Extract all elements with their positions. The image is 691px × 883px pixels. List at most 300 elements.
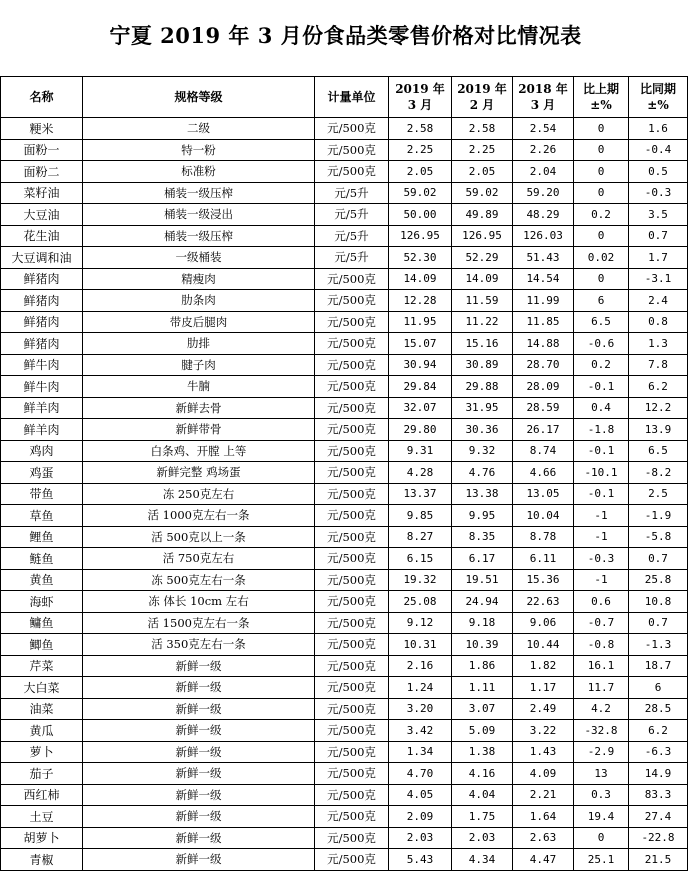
- feb-2019-cell: 2.03: [452, 827, 513, 849]
- mom-change-cell: 0: [574, 161, 629, 183]
- feb-2019-cell: 1.11: [452, 677, 513, 699]
- spec-cell: 新鲜一级: [83, 827, 315, 849]
- unit-cell: 元/500克: [315, 655, 389, 677]
- mar-2018-cell: 1.43: [513, 741, 574, 763]
- mom-change-cell: 13: [574, 763, 629, 785]
- feb-2019-cell: 1.75: [452, 806, 513, 828]
- yoy-change-cell: 21.5: [629, 849, 688, 871]
- yoy-change-cell: 0.5: [629, 161, 688, 183]
- feb-2019-cell: 2.25: [452, 139, 513, 161]
- mar-2019-cell: 11.95: [389, 311, 452, 333]
- mar-2019-cell: 3.20: [389, 698, 452, 720]
- yoy-change-cell: 3.5: [629, 204, 688, 226]
- feb-2019-cell: 9.95: [452, 505, 513, 527]
- feb-2019-cell: 1.38: [452, 741, 513, 763]
- unit-cell: 元/500克: [315, 483, 389, 505]
- yoy-change-cell: 2.4: [629, 290, 688, 312]
- name-cell: 黄鱼: [1, 569, 83, 591]
- spec-cell: 新鲜一级: [83, 849, 315, 871]
- unit-cell: 元/500克: [315, 741, 389, 763]
- mar-2018-cell: 2.54: [513, 118, 574, 140]
- mar-2018-cell: 14.54: [513, 268, 574, 290]
- unit-cell: 元/500克: [315, 677, 389, 699]
- mom-change-cell: 0: [574, 118, 629, 140]
- spec-cell: 桶装一级浸出: [83, 204, 315, 226]
- mar-2018-cell: 22.63: [513, 591, 574, 613]
- spec-cell: 桶装一级压榨: [83, 225, 315, 247]
- table-row: [1, 354, 688, 376]
- spec-cell: 新鲜一级: [83, 677, 315, 699]
- mom-change-cell: -1: [574, 505, 629, 527]
- spec-cell: 标准粉: [83, 161, 315, 183]
- mar-2019-cell: 6.15: [389, 548, 452, 570]
- table-row: [1, 290, 688, 312]
- feb-2019-cell: 11.59: [452, 290, 513, 312]
- feb-2019-cell: 3.07: [452, 698, 513, 720]
- table-row: [1, 462, 688, 484]
- feb-2019-cell: 4.34: [452, 849, 513, 871]
- yoy-change-cell: 14.9: [629, 763, 688, 785]
- unit-cell: 元/500克: [315, 290, 389, 312]
- yoy-change-cell: -5.8: [629, 526, 688, 548]
- feb-2019-cell: 5.09: [452, 720, 513, 742]
- spec-cell: 新鲜一级: [83, 741, 315, 763]
- name-cell: 面粉二: [1, 161, 83, 183]
- mom-change-cell: -2.9: [574, 741, 629, 763]
- mom-change-cell: -1.8: [574, 419, 629, 441]
- yoy-change-cell: 1.3: [629, 333, 688, 355]
- mom-change-cell: 16.1: [574, 655, 629, 677]
- spec-cell: 活 500克以上一条: [83, 526, 315, 548]
- unit-cell: 元/500克: [315, 634, 389, 656]
- mom-change-cell: 0.2: [574, 204, 629, 226]
- mom-change-cell: 0: [574, 827, 629, 849]
- feb-2019-cell: 11.22: [452, 311, 513, 333]
- name-cell: 芹菜: [1, 655, 83, 677]
- mar-2018-cell: 2.26: [513, 139, 574, 161]
- feb-2019-cell: 6.17: [452, 548, 513, 570]
- mom-change-cell: 0.6: [574, 591, 629, 613]
- mom-change-cell: -0.8: [574, 634, 629, 656]
- name-cell: 鲜羊肉: [1, 419, 83, 441]
- table-body: [1, 118, 688, 871]
- mar-2018-cell: 1.82: [513, 655, 574, 677]
- spec-cell: 活 350克左右一条: [83, 634, 315, 656]
- mar-2018-cell: 4.66: [513, 462, 574, 484]
- yoy-change-cell: -22.8: [629, 827, 688, 849]
- table-row: [1, 741, 688, 763]
- mar-2019-cell: 2.05: [389, 161, 452, 183]
- feb-2019-cell: 14.09: [452, 268, 513, 290]
- mom-change-cell: 0: [574, 182, 629, 204]
- mar-2018-cell: 4.47: [513, 849, 574, 871]
- name-cell: 鲜牛肉: [1, 376, 83, 398]
- mom-change-cell: 25.1: [574, 849, 629, 871]
- table-row: [1, 784, 688, 806]
- mar-2018-cell: 4.09: [513, 763, 574, 785]
- spec-cell: 腱子肉: [83, 354, 315, 376]
- mar-2018-cell: 2.49: [513, 698, 574, 720]
- mar-2019-cell: 126.95: [389, 225, 452, 247]
- mar-2019-cell: 2.25: [389, 139, 452, 161]
- header-mom-change: 比上期 ±%: [574, 77, 629, 118]
- mar-2019-cell: 1.24: [389, 677, 452, 699]
- yoy-change-cell: 0.7: [629, 548, 688, 570]
- spec-cell: 新鲜一级: [83, 763, 315, 785]
- table-header-row: [1, 77, 688, 118]
- yoy-change-cell: 1.7: [629, 247, 688, 269]
- unit-cell: 元/500克: [315, 268, 389, 290]
- table-row: [1, 483, 688, 505]
- mar-2019-cell: 4.28: [389, 462, 452, 484]
- yoy-change-cell: 28.5: [629, 698, 688, 720]
- spec-cell: 桶装一级压榨: [83, 182, 315, 204]
- table-row: [1, 655, 688, 677]
- name-cell: 胡萝卜: [1, 827, 83, 849]
- unit-cell: 元/500克: [315, 784, 389, 806]
- unit-cell: 元/500克: [315, 161, 389, 183]
- spec-cell: 白条鸡、开膛 上等: [83, 440, 315, 462]
- yoy-change-cell: -1.9: [629, 505, 688, 527]
- header-feb-2019: 2019 年 2 月: [452, 77, 513, 118]
- mom-change-cell: -0.6: [574, 333, 629, 355]
- yoy-change-cell: 1.6: [629, 118, 688, 140]
- unit-cell: 元/500克: [315, 462, 389, 484]
- mar-2018-cell: 10.44: [513, 634, 574, 656]
- table-row: [1, 806, 688, 828]
- mom-change-cell: 0: [574, 268, 629, 290]
- unit-cell: 元/500克: [315, 333, 389, 355]
- feb-2019-cell: 31.95: [452, 397, 513, 419]
- mar-2019-cell: 30.94: [389, 354, 452, 376]
- header-name: 名称: [1, 77, 83, 118]
- mar-2019-cell: 5.43: [389, 849, 452, 871]
- spec-cell: 新鲜一级: [83, 784, 315, 806]
- header-mar-2019: 2019 年 3 月: [389, 77, 452, 118]
- feb-2019-cell: 9.18: [452, 612, 513, 634]
- mar-2018-cell: 1.64: [513, 806, 574, 828]
- mar-2018-cell: 10.04: [513, 505, 574, 527]
- yoy-change-cell: 83.3: [629, 784, 688, 806]
- spec-cell: 冻 250克左右: [83, 483, 315, 505]
- table-row: [1, 763, 688, 785]
- yoy-change-cell: 6.5: [629, 440, 688, 462]
- unit-cell: 元/500克: [315, 139, 389, 161]
- name-cell: 土豆: [1, 806, 83, 828]
- yoy-change-cell: -0.3: [629, 182, 688, 204]
- unit-cell: 元/500克: [315, 354, 389, 376]
- table-row: [1, 397, 688, 419]
- feb-2019-cell: 52.29: [452, 247, 513, 269]
- feb-2019-cell: 8.35: [452, 526, 513, 548]
- name-cell: 带鱼: [1, 483, 83, 505]
- unit-cell: 元/5升: [315, 225, 389, 247]
- mar-2019-cell: 1.34: [389, 741, 452, 763]
- name-cell: 青椒: [1, 849, 83, 871]
- name-cell: 鳙鱼: [1, 612, 83, 634]
- mom-change-cell: -0.1: [574, 440, 629, 462]
- yoy-change-cell: -3.1: [629, 268, 688, 290]
- yoy-change-cell: 13.9: [629, 419, 688, 441]
- page-title: 宁夏 2019 年 3 月份食品类零售价格对比情况表: [109, 23, 582, 48]
- spec-cell: 牛腩: [83, 376, 315, 398]
- unit-cell: 元/500克: [315, 827, 389, 849]
- unit-cell: 元/500克: [315, 612, 389, 634]
- table-row: [1, 591, 688, 613]
- mar-2018-cell: 3.22: [513, 720, 574, 742]
- mar-2018-cell: 8.78: [513, 526, 574, 548]
- mar-2018-cell: 2.04: [513, 161, 574, 183]
- unit-cell: 元/500克: [315, 591, 389, 613]
- mom-change-cell: 19.4: [574, 806, 629, 828]
- mar-2018-cell: 26.17: [513, 419, 574, 441]
- mom-change-cell: -10.1: [574, 462, 629, 484]
- mom-change-cell: -1: [574, 569, 629, 591]
- feb-2019-cell: 2.05: [452, 161, 513, 183]
- name-cell: 大豆调和油: [1, 247, 83, 269]
- mar-2019-cell: 29.80: [389, 419, 452, 441]
- name-cell: 菜籽油: [1, 182, 83, 204]
- yoy-change-cell: 12.2: [629, 397, 688, 419]
- mom-change-cell: 11.7: [574, 677, 629, 699]
- feb-2019-cell: 29.88: [452, 376, 513, 398]
- name-cell: 鲜羊肉: [1, 397, 83, 419]
- unit-cell: 元/500克: [315, 118, 389, 140]
- table-row: [1, 204, 688, 226]
- spec-cell: 新鲜一级: [83, 698, 315, 720]
- yoy-change-cell: -0.4: [629, 139, 688, 161]
- price-table: [0, 76, 688, 871]
- feb-2019-cell: 24.94: [452, 591, 513, 613]
- mom-change-cell: -0.1: [574, 483, 629, 505]
- mom-change-cell: 4.2: [574, 698, 629, 720]
- feb-2019-cell: 19.51: [452, 569, 513, 591]
- name-cell: 鲜猪肉: [1, 311, 83, 333]
- table-row: [1, 333, 688, 355]
- name-cell: 粳米: [1, 118, 83, 140]
- table-row: [1, 247, 688, 269]
- table-row: [1, 419, 688, 441]
- mar-2019-cell: 2.16: [389, 655, 452, 677]
- spec-cell: 活 1000克左右一条: [83, 505, 315, 527]
- table-row: [1, 569, 688, 591]
- unit-cell: 元/500克: [315, 763, 389, 785]
- mar-2019-cell: 59.02: [389, 182, 452, 204]
- mar-2019-cell: 14.09: [389, 268, 452, 290]
- mom-change-cell: 6: [574, 290, 629, 312]
- feb-2019-cell: 2.58: [452, 118, 513, 140]
- name-cell: 西红柿: [1, 784, 83, 806]
- unit-cell: 元/500克: [315, 548, 389, 570]
- table-row: [1, 268, 688, 290]
- mar-2019-cell: 2.09: [389, 806, 452, 828]
- name-cell: 鲢鱼: [1, 548, 83, 570]
- unit-cell: 元/5升: [315, 247, 389, 269]
- spec-cell: 肋排: [83, 333, 315, 355]
- mar-2018-cell: 51.43: [513, 247, 574, 269]
- mar-2019-cell: 9.31: [389, 440, 452, 462]
- name-cell: 鲜猪肉: [1, 268, 83, 290]
- yoy-change-cell: 18.7: [629, 655, 688, 677]
- mar-2019-cell: 4.70: [389, 763, 452, 785]
- mar-2019-cell: 2.58: [389, 118, 452, 140]
- mar-2018-cell: 59.20: [513, 182, 574, 204]
- mom-change-cell: 0.2: [574, 354, 629, 376]
- mom-change-cell: 0: [574, 225, 629, 247]
- spec-cell: 冻 体长 10cm 左右: [83, 591, 315, 613]
- spec-cell: 活 1500克左右一条: [83, 612, 315, 634]
- yoy-change-cell: 6.2: [629, 720, 688, 742]
- feb-2019-cell: 13.38: [452, 483, 513, 505]
- mar-2019-cell: 19.32: [389, 569, 452, 591]
- feb-2019-cell: 10.39: [452, 634, 513, 656]
- unit-cell: 元/500克: [315, 419, 389, 441]
- feb-2019-cell: 4.76: [452, 462, 513, 484]
- mom-change-cell: -0.7: [574, 612, 629, 634]
- table-row: [1, 376, 688, 398]
- yoy-change-cell: 0.8: [629, 311, 688, 333]
- mar-2019-cell: 3.42: [389, 720, 452, 742]
- spec-cell: 特一粉: [83, 139, 315, 161]
- mom-change-cell: 6.5: [574, 311, 629, 333]
- header-unit: 计量单位: [315, 77, 389, 118]
- unit-cell: 元/500克: [315, 505, 389, 527]
- mom-change-cell: 0: [574, 139, 629, 161]
- feb-2019-cell: 4.04: [452, 784, 513, 806]
- mar-2019-cell: 2.03: [389, 827, 452, 849]
- table-row: [1, 720, 688, 742]
- mar-2019-cell: 12.28: [389, 290, 452, 312]
- unit-cell: 元/500克: [315, 698, 389, 720]
- name-cell: 鲜牛肉: [1, 354, 83, 376]
- unit-cell: 元/500克: [315, 849, 389, 871]
- mar-2018-cell: 14.88: [513, 333, 574, 355]
- name-cell: 黄瓜: [1, 720, 83, 742]
- yoy-change-cell: 10.8: [629, 591, 688, 613]
- spec-cell: 新鲜一级: [83, 806, 315, 828]
- yoy-change-cell: 7.8: [629, 354, 688, 376]
- feb-2019-cell: 30.89: [452, 354, 513, 376]
- unit-cell: 元/500克: [315, 397, 389, 419]
- name-cell: 萝卜: [1, 741, 83, 763]
- name-cell: 草鱼: [1, 505, 83, 527]
- mom-change-cell: -1: [574, 526, 629, 548]
- mar-2019-cell: 9.12: [389, 612, 452, 634]
- feb-2019-cell: 30.36: [452, 419, 513, 441]
- mar-2018-cell: 13.05: [513, 483, 574, 505]
- mar-2018-cell: 15.36: [513, 569, 574, 591]
- mar-2018-cell: 9.06: [513, 612, 574, 634]
- mar-2019-cell: 15.07: [389, 333, 452, 355]
- unit-cell: 元/500克: [315, 526, 389, 548]
- table-row: [1, 182, 688, 204]
- mar-2019-cell: 4.05: [389, 784, 452, 806]
- feb-2019-cell: 15.16: [452, 333, 513, 355]
- mar-2019-cell: 8.27: [389, 526, 452, 548]
- mom-change-cell: -0.3: [574, 548, 629, 570]
- feb-2019-cell: 1.86: [452, 655, 513, 677]
- mar-2018-cell: 28.59: [513, 397, 574, 419]
- mar-2018-cell: 11.99: [513, 290, 574, 312]
- feb-2019-cell: 126.95: [452, 225, 513, 247]
- mom-change-cell: 0.4: [574, 397, 629, 419]
- spec-cell: 带皮后腿肉: [83, 311, 315, 333]
- mom-change-cell: -0.1: [574, 376, 629, 398]
- mar-2019-cell: 50.00: [389, 204, 452, 226]
- yoy-change-cell: 2.5: [629, 483, 688, 505]
- name-cell: 油菜: [1, 698, 83, 720]
- spec-cell: 新鲜完整 鸡场蛋: [83, 462, 315, 484]
- mar-2018-cell: 126.03: [513, 225, 574, 247]
- mar-2019-cell: 9.85: [389, 505, 452, 527]
- mar-2019-cell: 29.84: [389, 376, 452, 398]
- mom-change-cell: 0.02: [574, 247, 629, 269]
- name-cell: 鲜猪肉: [1, 333, 83, 355]
- yoy-change-cell: 27.4: [629, 806, 688, 828]
- spec-cell: 新鲜一级: [83, 655, 315, 677]
- unit-cell: 元/5升: [315, 182, 389, 204]
- name-cell: 花生油: [1, 225, 83, 247]
- name-cell: 茄子: [1, 763, 83, 785]
- mar-2018-cell: 2.21: [513, 784, 574, 806]
- mar-2018-cell: 11.85: [513, 311, 574, 333]
- mar-2018-cell: 28.70: [513, 354, 574, 376]
- table-row: [1, 827, 688, 849]
- spec-cell: 一级桶装: [83, 247, 315, 269]
- unit-cell: 元/500克: [315, 311, 389, 333]
- spec-cell: 活 750克左右: [83, 548, 315, 570]
- mar-2019-cell: 13.37: [389, 483, 452, 505]
- name-cell: 鲤鱼: [1, 526, 83, 548]
- mar-2018-cell: 2.63: [513, 827, 574, 849]
- mar-2019-cell: 52.30: [389, 247, 452, 269]
- spec-cell: 新鲜去骨: [83, 397, 315, 419]
- unit-cell: 元/500克: [315, 720, 389, 742]
- mar-2018-cell: 48.29: [513, 204, 574, 226]
- mar-2019-cell: 25.08: [389, 591, 452, 613]
- table-row: [1, 526, 688, 548]
- table-row: [1, 161, 688, 183]
- table-row: [1, 505, 688, 527]
- yoy-change-cell: 0.7: [629, 225, 688, 247]
- name-cell: 大白菜: [1, 677, 83, 699]
- mar-2018-cell: 28.09: [513, 376, 574, 398]
- feb-2019-cell: 9.32: [452, 440, 513, 462]
- mar-2019-cell: 32.07: [389, 397, 452, 419]
- header-yoy-change: 比同期 ±%: [629, 77, 688, 118]
- feb-2019-cell: 4.16: [452, 763, 513, 785]
- mar-2018-cell: 1.17: [513, 677, 574, 699]
- yoy-change-cell: 6: [629, 677, 688, 699]
- yoy-change-cell: -8.2: [629, 462, 688, 484]
- yoy-change-cell: -1.3: [629, 634, 688, 656]
- name-cell: 大豆油: [1, 204, 83, 226]
- table-row: [1, 849, 688, 871]
- mar-2018-cell: 8.74: [513, 440, 574, 462]
- spec-cell: 精瘦肉: [83, 268, 315, 290]
- unit-cell: 元/500克: [315, 440, 389, 462]
- yoy-change-cell: -6.3: [629, 741, 688, 763]
- unit-cell: 元/500克: [315, 806, 389, 828]
- unit-cell: 元/500克: [315, 376, 389, 398]
- table-row: [1, 677, 688, 699]
- unit-cell: 元/500克: [315, 569, 389, 591]
- spec-cell: 二级: [83, 118, 315, 140]
- name-cell: 鸡蛋: [1, 462, 83, 484]
- table-row: [1, 118, 688, 140]
- header-spec: 规格等级: [83, 77, 315, 118]
- mom-change-cell: -32.8: [574, 720, 629, 742]
